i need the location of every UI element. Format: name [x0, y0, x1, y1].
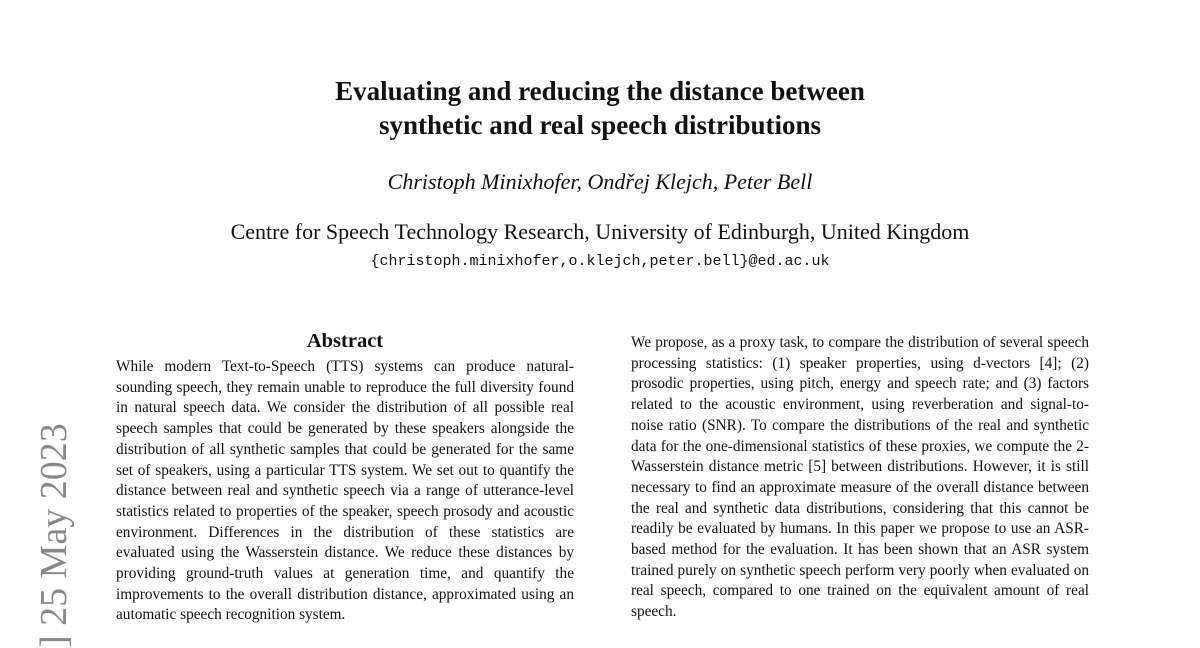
abstract-heading: Abstract: [306, 330, 384, 352]
paper-title: [0, 74, 1200, 142]
paper-title-line-2: synthetic and real speech distributions: [378, 110, 822, 140]
affiliation: Centre for Speech Technology Research, University of Edinburgh, United Kingdom: [230, 219, 970, 244]
intro-paragraph: We propose, as a proxy task, to compare the distribution of several speech processing statistics: (1) speaker properties, using d-vectors [4]; (2) prosodic properties, using pitch, energy and speech rate; and (3) factors related to the acoustic environment, using reverberation and signal-to-noise ratio (SNR). To compare the distributions of the real and synthetic data for the one-dimensional statistics of these proxies, we compute the 2-Wasserstein distance metric [5] between distributions. However, it is still necessary to find an approximate measure of the overall distance between the real and synthetic data distributions, considering that this cannot be readily be evaluated by humans. In this paper we propose to use an ASR-based method for the evaluation. It has been shown that an ASR system trained purely on synthetic speech perform very poorly when evaluated on real speech, compared to one trained on the equivalent amount of real speech.: [631, 334, 1089, 621]
abstract-text: While modern Text-to-Speech (TTS) systems can produce natural-sounding speech, they remain unable to reproduce the full diversity found in natural speech data. We consider the distribution of all possible real speech samples that could be generated by these speakers alongside the distribution of all synthetic samples that could be generated for the same set of speakers, using a particular TTS system. We set out to quantify the distance between real and synthetic speech via a range of utterance-level statistics related to properties of the speaker, speech prosody and acoustic environment. Differences in the distribution of these statistics are evaluated using the Wasserstein distance. We reduce these distances by providing ground-truth values at generation time, and quantify the improvements to the overall distribution distance, approximated using an automatic speech recognition system.: [116, 358, 574, 624]
left-column: [116, 328, 574, 626]
author-list: Christoph Minixhofer, Ondřej Klejch, Peter Bell: [387, 169, 813, 194]
right-column: [631, 333, 1089, 623]
arxiv-identifier-stamp: ] 25 May 2023: [33, 423, 75, 648]
author-emails: {christoph.minixhofer,o.klejch,peter.bell}@ed.ac.uk: [370, 253, 830, 270]
paper-title-line-1: Evaluating and reducing the distance between: [335, 76, 865, 106]
